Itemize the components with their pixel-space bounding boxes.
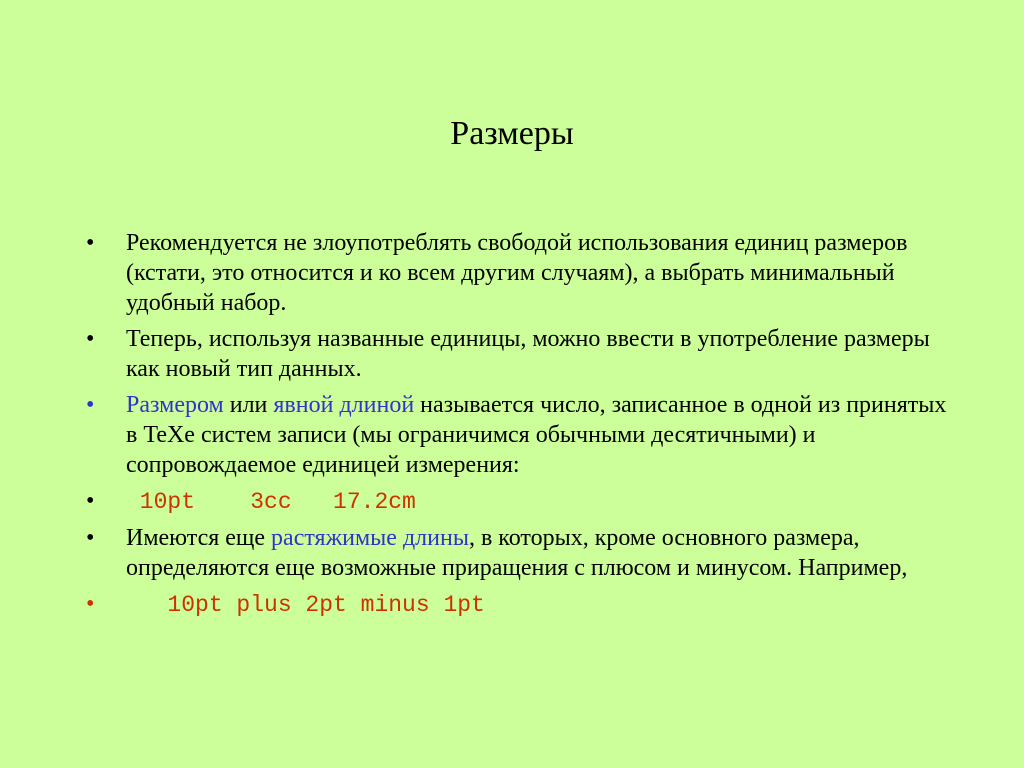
bullet-marker: • — [86, 488, 95, 514]
code-example-units: 10pt 3cc 17.2cm — [126, 489, 416, 515]
bullet-marker: • — [86, 591, 95, 617]
bullet-text: называется число, записанное в одной из принятых в TeXe систем записи (мы ограничимся обычными десятичными) и сопровождаемое единицей измерения: — [126, 392, 947, 478]
connector-text: или — [223, 392, 274, 418]
term-size: Размером — [126, 392, 224, 418]
bullet-text-before: Имеются еще — [126, 525, 272, 551]
bullet-text: Теперь, используя названные единицы, можно ввести в употребление размеры как новый тип данных. — [126, 326, 930, 382]
term-explicit-length: явной длиной — [273, 392, 415, 418]
bullet-item-6 — [0, 589, 1024, 620]
bullet-marker: • — [86, 525, 95, 551]
bullet-list — [0, 228, 1024, 626]
bullet-item-5 — [0, 523, 1024, 583]
slide-title: Размеры — [450, 115, 574, 152]
bullet-item-1 — [0, 228, 1024, 318]
term-stretchable-lengths: растяжимые длины — [271, 525, 469, 551]
bullet-item-3 — [0, 390, 1024, 480]
bullet-marker: • — [86, 326, 95, 352]
bullet-item-4 — [0, 486, 1024, 517]
code-example-plus-minus: 10pt plus 2pt minus 1pt — [126, 592, 485, 618]
bullet-marker: • — [86, 230, 95, 256]
bullet-item-2 — [0, 324, 1024, 384]
bullet-text: Рекомендуется не злоупотреблять свободой использования единиц размеров (кстати, это относится и ко всем другим случаям), а выбрать минимальный удобный набор. — [126, 230, 908, 316]
bullet-marker: • — [86, 392, 95, 418]
bullet-text-after: , в которых, кроме основного размера, определяются еще возможные приращения с плюсом и минусом. Например, — [126, 525, 908, 581]
